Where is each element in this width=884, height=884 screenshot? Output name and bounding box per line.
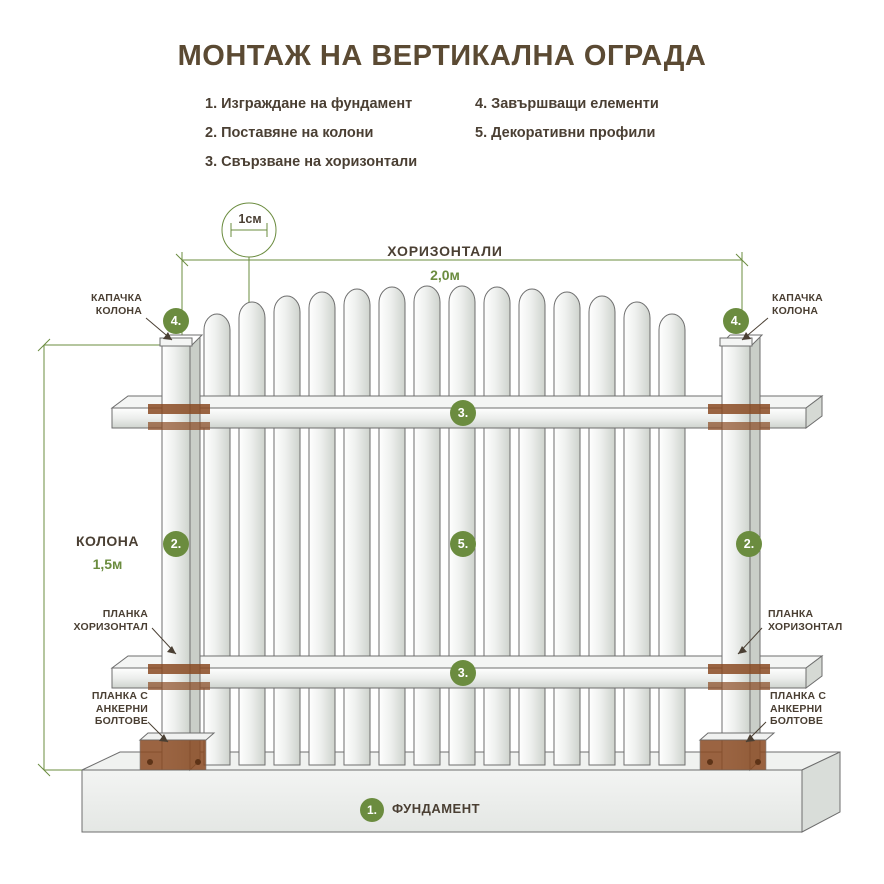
- label-rail-plate-left-line1: ПЛАНКА: [102, 608, 148, 620]
- label-cap-right-line2: КОЛОНА: [772, 304, 819, 317]
- label-anchor-plate-right-line2: АНКЕРНИ: [770, 702, 823, 715]
- label-cap-right: [772, 292, 884, 317]
- step-item-2: 2. Поставяне на колони: [205, 125, 374, 141]
- dimension-column-value: 1,5м: [92, 556, 123, 572]
- label-rail-plate-right: [768, 608, 884, 633]
- badge-step-4-left[interactable]: 4.: [163, 308, 189, 334]
- label-anchor-plate-left-line1: ПЛАНКА С: [91, 690, 148, 702]
- dimension-gap-label: 1см: [238, 212, 262, 226]
- label-anchor-plate-left-line3: БОЛТОВЕ: [94, 715, 148, 727]
- step-item-3: 3. Свързване на хоризонтали: [205, 154, 418, 170]
- badge-step-3-bottom[interactable]: 3.: [450, 660, 476, 686]
- pickets-group: [204, 286, 685, 765]
- dimension-horizontal-value: 2,0м: [430, 267, 460, 283]
- label-cap-left-line2: КОЛОНА: [95, 304, 142, 317]
- dimension-column-label: КОЛОНА: [75, 533, 140, 549]
- badge-step-4-right[interactable]: 4.: [723, 308, 749, 334]
- label-anchor-plate-right-line3: БОЛТОВЕ: [770, 715, 824, 727]
- label-anchor-plate-left: [20, 690, 148, 728]
- label-rail-plate-left-line2: ХОРИЗОНТАЛ: [73, 620, 148, 633]
- dimension-horizontal-label: ХОРИЗОНТАЛИ: [387, 243, 503, 259]
- label-cap-left: [30, 292, 142, 317]
- badge-step-5-center[interactable]: 5.: [450, 531, 476, 557]
- label-anchor-plate-right-line1: ПЛАНКА С: [770, 690, 827, 702]
- label-rail-plate-right-line1: ПЛАНКА: [768, 608, 814, 620]
- label-cap-left-line1: КАПАЧКА: [91, 292, 142, 304]
- badge-step-3-top[interactable]: 3.: [450, 400, 476, 426]
- label-rail-plate-left: [20, 608, 148, 633]
- badge-step-1-foundation[interactable]: 1.: [360, 798, 384, 822]
- step-item-4: 4. Завършващи елементи: [475, 96, 659, 112]
- step-item-5: 5. Декоративни профили: [475, 125, 656, 141]
- step-item-1: 1. Изграждане на фундамент: [205, 96, 413, 112]
- label-foundation: ФУНДАМЕНТ: [392, 801, 481, 816]
- label-anchor-plate-left-line2: АНКЕРНИ: [95, 702, 148, 715]
- label-anchor-plate-right: [770, 690, 884, 728]
- badge-step-2-left[interactable]: 2.: [163, 531, 189, 557]
- label-cap-right-line1: КАПАЧКА: [772, 292, 823, 304]
- label-rail-plate-right-line2: ХОРИЗОНТАЛ: [768, 620, 843, 633]
- badge-step-2-right[interactable]: 2.: [736, 531, 762, 557]
- page-title: МОНТАЖ НА ВЕРТИКАЛНА ОГРАДА: [177, 40, 707, 72]
